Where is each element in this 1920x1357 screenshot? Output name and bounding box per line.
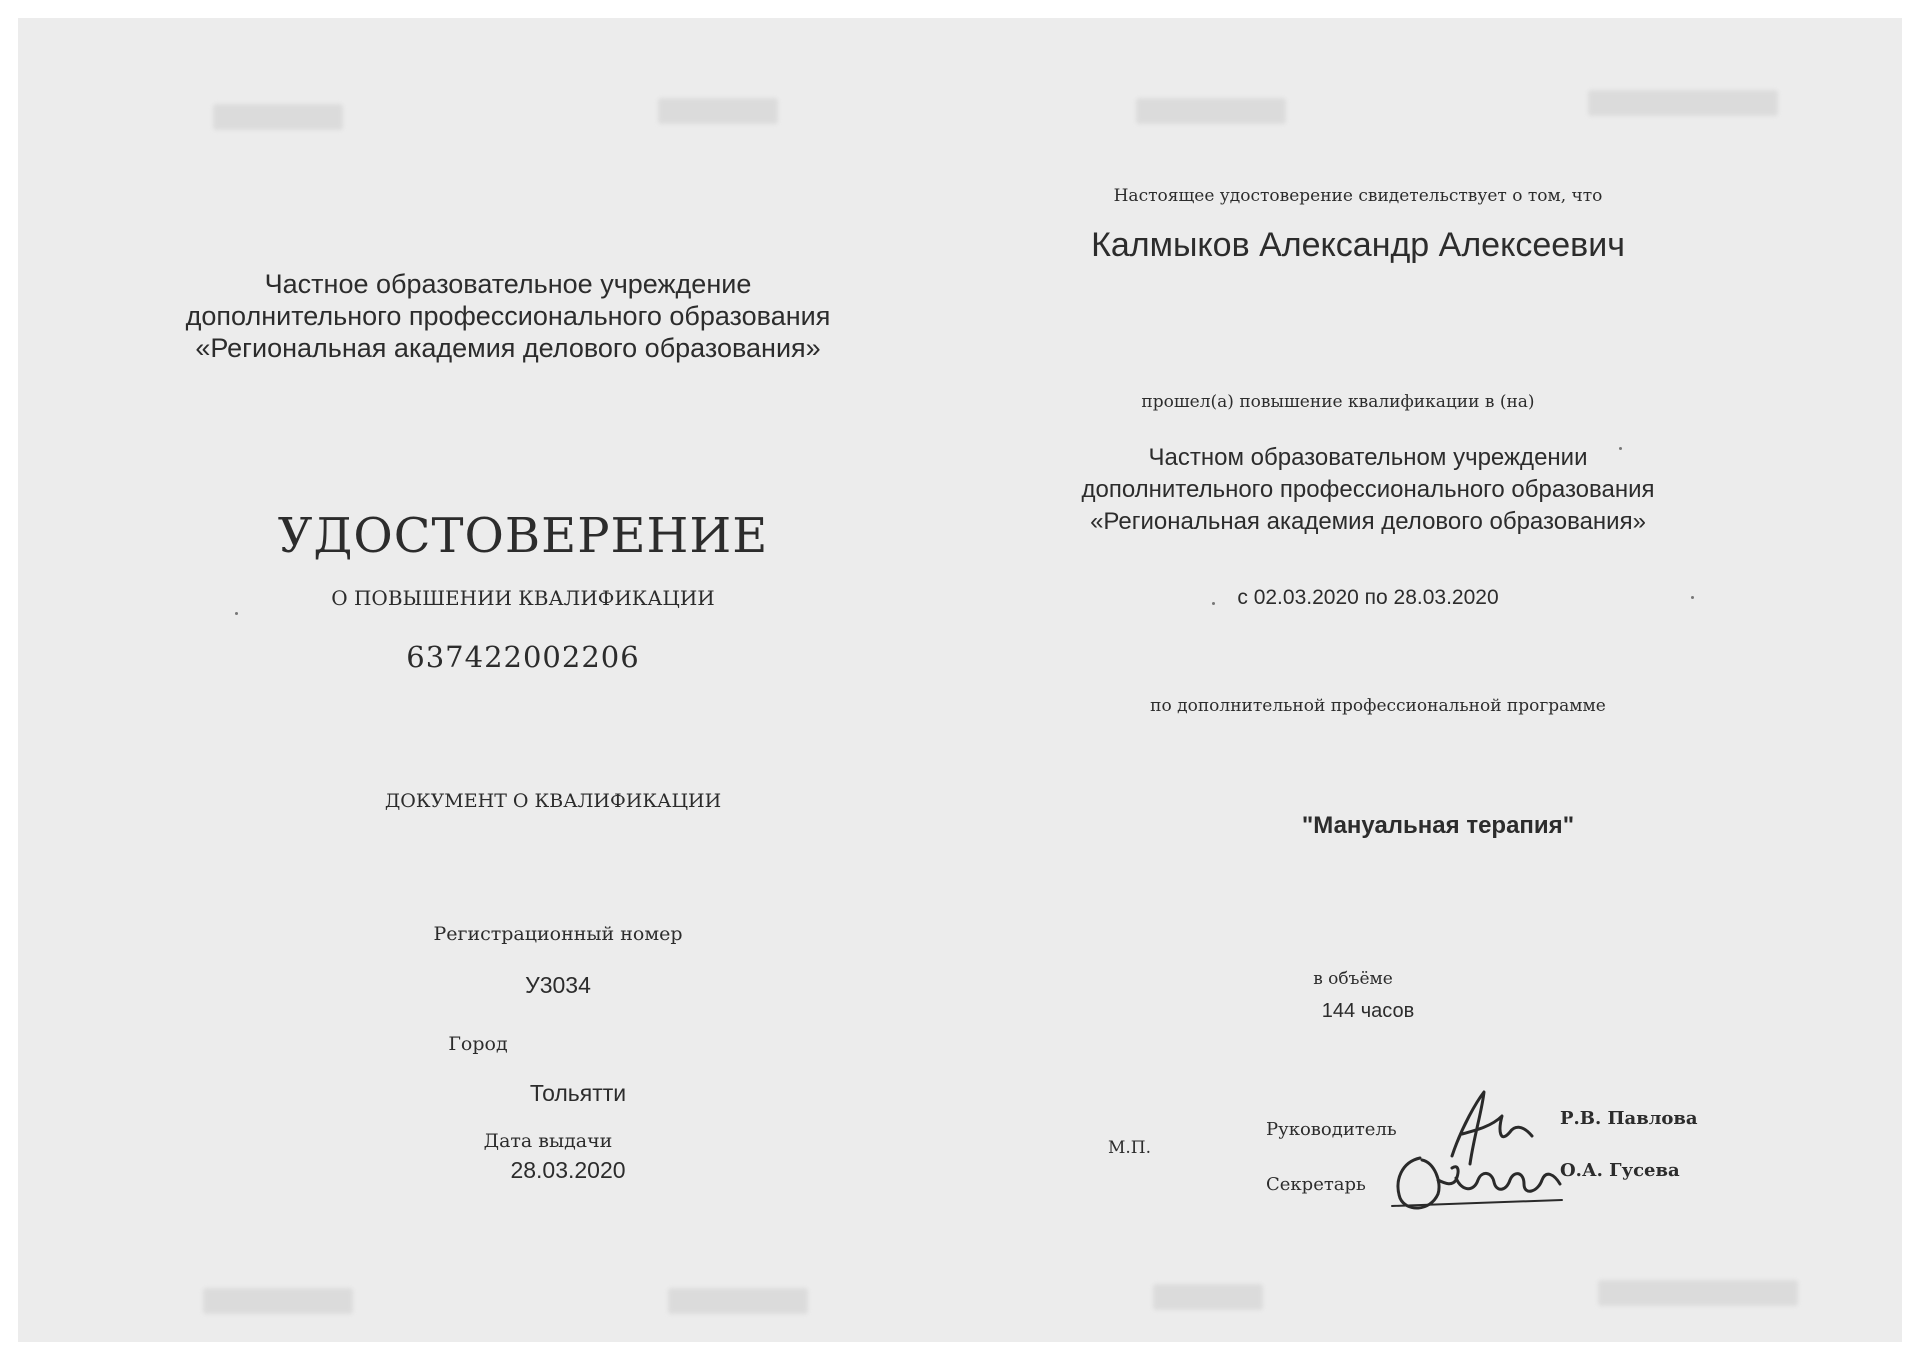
director-name: Р.В. Павлова [1560, 1108, 1698, 1129]
scan-smudge [658, 98, 778, 124]
issue-date-label: Дата выдачи [483, 1130, 613, 1152]
issuer-org-line: «Региональная академия делового образования» [195, 333, 821, 363]
stamp-place-label: М.П. [1108, 1138, 1152, 1158]
program-label: по дополнительной профессиональной программе [1150, 696, 1606, 716]
training-period: с 02.03.2020 по 28.03.2020 [1237, 586, 1499, 609]
issue-date-value: 28.03.2020 [510, 1157, 626, 1183]
secretary-signature [1382, 1140, 1567, 1220]
document-type: ДОКУМЕНТ О КВАЛИФИКАЦИИ [384, 790, 722, 812]
certificate-intro: Настоящее удостоверение свидетельствует о том, что [1113, 186, 1603, 206]
training-org-line: Частном образовательном учреждении [1148, 444, 1588, 471]
scan-smudge [1153, 1284, 1263, 1310]
document-title: УДОСТОВЕРЕНИЕ [277, 508, 769, 564]
scan-dot [235, 612, 238, 615]
registration-number: У3034 [525, 972, 591, 998]
scan-smudge [1598, 1280, 1798, 1306]
scan-smudge [668, 1288, 808, 1314]
document-subtitle: О ПОВЫШЕНИИ КВАЛИФИКАЦИИ [331, 586, 715, 610]
certificate-sheet [18, 18, 1902, 1342]
holder-full-name: Калмыков Александр Алексеевич [1091, 226, 1625, 264]
city-value: Тольятти [529, 1080, 627, 1106]
city-label: Город [448, 1033, 508, 1055]
director-label: Руководитель [1266, 1119, 1397, 1140]
completed-text: прошел(а) повышение квалификации в (на) [1141, 392, 1535, 412]
secretary-label: Секретарь [1266, 1174, 1366, 1195]
training-org-line: дополнительного профессионального образования [1081, 476, 1655, 503]
scan-smudge [203, 1288, 353, 1314]
training-org-line: «Региональная академия делового образования» [1090, 508, 1646, 535]
issuer-org-line: Частное образовательное учреждение [264, 269, 752, 299]
scan-smudge [1136, 98, 1286, 124]
volume-label: в объёме [1313, 969, 1393, 989]
issuer-org-line: дополнительного профессионального образования [185, 301, 831, 331]
scan-smudge [1588, 90, 1778, 116]
secretary-name: О.А. Гусева [1560, 1160, 1680, 1181]
scan-smudge [213, 104, 343, 130]
program-name: "Мануальная терапия" [1301, 812, 1575, 839]
registration-label: Регистрационный номер [433, 923, 683, 945]
scan-dot [1691, 596, 1694, 599]
certificate-number: 637422002206 [406, 640, 640, 674]
volume-value: 144 часов [1321, 1000, 1415, 1022]
